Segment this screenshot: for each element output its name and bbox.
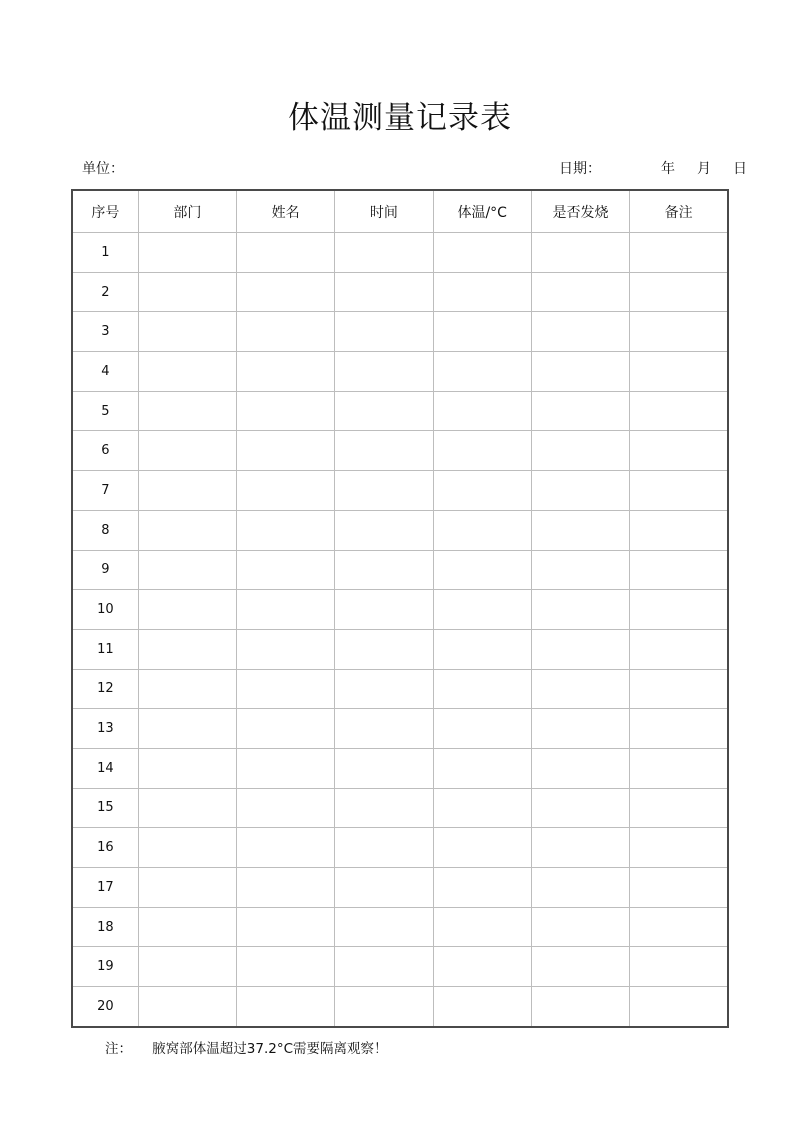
cell-time[interactable]: [335, 828, 433, 868]
date-label: 日期：: [559, 161, 601, 177]
header-department: 部门: [138, 190, 236, 233]
row-index: 7: [72, 471, 138, 511]
note-text: 腋窝部体温超过37.2°C需要隔离观察！: [152, 1041, 388, 1057]
cell-name[interactable]: [236, 629, 334, 669]
cell-fever[interactable]: [531, 788, 629, 828]
cell-department[interactable]: [138, 987, 236, 1027]
cell-remarks[interactable]: [630, 748, 728, 788]
note-label: 注：: [105, 1041, 132, 1057]
cell-department[interactable]: [138, 947, 236, 987]
cell-department[interactable]: [138, 788, 236, 828]
table-row: [72, 272, 728, 312]
cell-name[interactable]: [236, 510, 334, 550]
row-index: 6: [72, 431, 138, 471]
cell-fever[interactable]: [531, 431, 629, 471]
cell-fever[interactable]: [531, 947, 629, 987]
cell-temperature[interactable]: [433, 590, 531, 630]
cell-time[interactable]: [335, 590, 433, 630]
cell-remarks[interactable]: [630, 431, 728, 471]
header-row: [72, 190, 728, 233]
table-row: [72, 590, 728, 630]
cell-remarks[interactable]: [630, 947, 728, 987]
cell-name[interactable]: [236, 709, 334, 749]
cell-name[interactable]: [236, 471, 334, 511]
cell-department[interactable]: [138, 868, 236, 908]
cell-time[interactable]: [335, 987, 433, 1027]
cell-name[interactable]: [236, 828, 334, 868]
table-row: [72, 709, 728, 749]
cell-temperature[interactable]: [433, 987, 531, 1027]
row-index: 8: [72, 510, 138, 550]
cell-remarks[interactable]: [630, 987, 728, 1027]
cell-remarks[interactable]: [630, 629, 728, 669]
cell-department[interactable]: [138, 828, 236, 868]
cell-temperature[interactable]: [433, 669, 531, 709]
cell-temperature[interactable]: [433, 709, 531, 749]
row-index: 11: [72, 629, 138, 669]
table-row: [72, 788, 728, 828]
row-index: 1: [72, 233, 138, 273]
cell-time[interactable]: [335, 312, 433, 352]
page-title: 体温测量记录表: [288, 100, 512, 136]
cell-name[interactable]: [236, 987, 334, 1027]
cell-remarks[interactable]: [630, 272, 728, 312]
cell-department[interactable]: [138, 431, 236, 471]
cell-fever[interactable]: [531, 590, 629, 630]
table-row: [72, 550, 728, 590]
cell-remarks[interactable]: [630, 312, 728, 352]
cell-time[interactable]: [335, 431, 433, 471]
cell-name[interactable]: [236, 788, 334, 828]
cell-department[interactable]: [138, 510, 236, 550]
table-row: [72, 431, 728, 471]
cell-temperature[interactable]: [433, 748, 531, 788]
cell-fever[interactable]: [531, 233, 629, 273]
header-time: 时间: [335, 190, 433, 233]
cell-temperature[interactable]: [433, 510, 531, 550]
day-label: 日: [733, 161, 747, 177]
cell-fever[interactable]: [531, 550, 629, 590]
cell-name[interactable]: [236, 590, 334, 630]
table-row: [72, 471, 728, 511]
cell-department[interactable]: [138, 391, 236, 431]
table-row: [72, 510, 728, 550]
unit-label: 单位：: [82, 161, 124, 177]
cell-fever[interactable]: [531, 510, 629, 550]
cell-remarks[interactable]: [630, 590, 728, 630]
cell-remarks[interactable]: [630, 471, 728, 511]
cell-temperature[interactable]: [433, 907, 531, 947]
cell-fever[interactable]: [531, 828, 629, 868]
header-remarks: 备注: [630, 190, 728, 233]
table-row: [72, 987, 728, 1027]
cell-remarks[interactable]: [630, 709, 728, 749]
cell-temperature[interactable]: [433, 629, 531, 669]
cell-temperature[interactable]: [433, 788, 531, 828]
year-label: 年: [661, 161, 675, 177]
cell-time[interactable]: [335, 510, 433, 550]
cell-temperature[interactable]: [433, 233, 531, 273]
cell-time[interactable]: [335, 868, 433, 908]
cell-remarks[interactable]: [630, 907, 728, 947]
cell-fever[interactable]: [531, 391, 629, 431]
cell-name[interactable]: [236, 233, 334, 273]
table-row: [72, 907, 728, 947]
cell-name[interactable]: [236, 669, 334, 709]
unit-field: [82, 158, 124, 178]
cell-remarks[interactable]: [630, 510, 728, 550]
cell-fever[interactable]: [531, 629, 629, 669]
cell-department[interactable]: [138, 669, 236, 709]
cell-time[interactable]: [335, 669, 433, 709]
cell-remarks[interactable]: [630, 391, 728, 431]
row-index: 17: [72, 868, 138, 908]
table-row: [72, 748, 728, 788]
cell-department[interactable]: [138, 907, 236, 947]
cell-department[interactable]: [138, 709, 236, 749]
row-index: 14: [72, 748, 138, 788]
cell-remarks[interactable]: [630, 868, 728, 908]
cell-temperature[interactable]: [433, 312, 531, 352]
cell-department[interactable]: [138, 233, 236, 273]
cell-time[interactable]: [335, 907, 433, 947]
cell-department[interactable]: [138, 748, 236, 788]
table-row: [72, 669, 728, 709]
cell-time[interactable]: [335, 233, 433, 273]
month-label: 月: [697, 161, 711, 177]
cell-name[interactable]: [236, 748, 334, 788]
header-name: 姓名: [236, 190, 334, 233]
header-index: 序号: [72, 190, 138, 233]
cell-department[interactable]: [138, 272, 236, 312]
cell-fever[interactable]: [531, 907, 629, 947]
cell-time[interactable]: [335, 471, 433, 511]
row-index: 15: [72, 788, 138, 828]
cell-time[interactable]: [335, 788, 433, 828]
header-fever: 是否发烧: [531, 190, 629, 233]
cell-time[interactable]: [335, 748, 433, 788]
cell-fever[interactable]: [531, 471, 629, 511]
table-row: [72, 947, 728, 987]
cell-fever[interactable]: [531, 272, 629, 312]
cell-temperature[interactable]: [433, 431, 531, 471]
header-temperature: 体温/°C: [433, 190, 531, 233]
cell-name[interactable]: [236, 431, 334, 471]
row-index: 16: [72, 828, 138, 868]
cell-name[interactable]: [236, 947, 334, 987]
table-row: [72, 352, 728, 392]
cell-department[interactable]: [138, 471, 236, 511]
table-row: [72, 629, 728, 669]
cell-temperature[interactable]: [433, 391, 531, 431]
cell-department[interactable]: [138, 590, 236, 630]
cell-time[interactable]: [335, 391, 433, 431]
date-field: [559, 158, 747, 178]
cell-name[interactable]: [236, 550, 334, 590]
cell-remarks[interactable]: [630, 669, 728, 709]
cell-temperature[interactable]: [433, 828, 531, 868]
row-index: 3: [72, 312, 138, 352]
cell-fever[interactable]: [531, 987, 629, 1027]
table-row: [72, 868, 728, 908]
table-row: [72, 828, 728, 868]
cell-temperature[interactable]: [433, 352, 531, 392]
cell-department[interactable]: [138, 550, 236, 590]
cell-temperature[interactable]: [433, 550, 531, 590]
cell-department[interactable]: [138, 312, 236, 352]
cell-department[interactable]: [138, 629, 236, 669]
cell-remarks[interactable]: [630, 352, 728, 392]
row-index: 5: [72, 391, 138, 431]
cell-name[interactable]: [236, 272, 334, 312]
cell-name[interactable]: [236, 312, 334, 352]
cell-temperature[interactable]: [433, 272, 531, 312]
cell-fever[interactable]: [531, 868, 629, 908]
cell-time[interactable]: [335, 629, 433, 669]
cell-fever[interactable]: [531, 669, 629, 709]
cell-name[interactable]: [236, 868, 334, 908]
row-index: 13: [72, 709, 138, 749]
row-index: 10: [72, 590, 138, 630]
row-index: 20: [72, 987, 138, 1027]
cell-time[interactable]: [335, 272, 433, 312]
table-row: [72, 233, 728, 273]
cell-name[interactable]: [236, 907, 334, 947]
row-index: 4: [72, 352, 138, 392]
cell-department[interactable]: [138, 352, 236, 392]
table-row: [72, 391, 728, 431]
cell-name[interactable]: [236, 352, 334, 392]
cell-fever[interactable]: [531, 709, 629, 749]
cell-temperature[interactable]: [433, 868, 531, 908]
row-index: 12: [72, 669, 138, 709]
cell-remarks[interactable]: [630, 788, 728, 828]
cell-temperature[interactable]: [433, 471, 531, 511]
cell-time[interactable]: [335, 550, 433, 590]
cell-remarks[interactable]: [630, 233, 728, 273]
cell-time[interactable]: [335, 352, 433, 392]
cell-fever[interactable]: [531, 312, 629, 352]
row-index: 2: [72, 272, 138, 312]
cell-temperature[interactable]: [433, 947, 531, 987]
row-index: 9: [72, 550, 138, 590]
cell-fever[interactable]: [531, 352, 629, 392]
row-index: 19: [72, 947, 138, 987]
cell-remarks[interactable]: [630, 828, 728, 868]
cell-name[interactable]: [236, 391, 334, 431]
cell-time[interactable]: [335, 947, 433, 987]
record-table: [71, 189, 729, 1028]
cell-fever[interactable]: [531, 748, 629, 788]
cell-remarks[interactable]: [630, 550, 728, 590]
footer-note: [105, 1037, 388, 1057]
table-row: [72, 312, 728, 352]
row-index: 18: [72, 907, 138, 947]
cell-time[interactable]: [335, 709, 433, 749]
